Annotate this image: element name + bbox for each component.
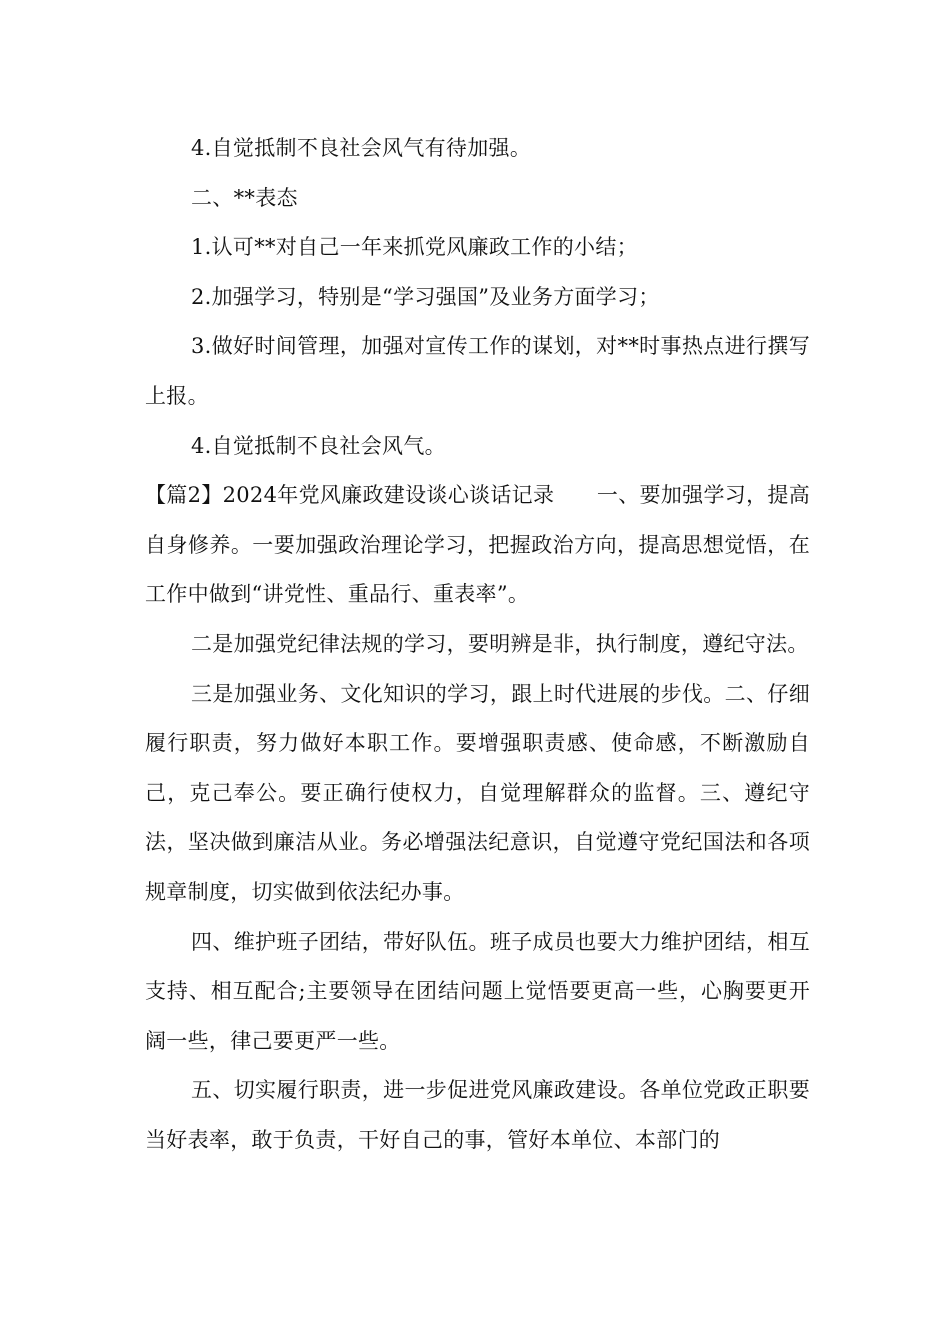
section-heading-statement: 二、**表态	[191, 185, 298, 210]
paragraph-business-study: 三是加强业务、文化知识的学习，跟上时代进展的步伐。二、仔细履行职责，努力做好本职工作。要增强职责感、使命感，不断激励自己，克己奉公。要正确行使权力，自觉理解群众的监督。三、遵纪守法，坚决做到廉洁从业。务必增强法纪意识，自觉遵守党纪国法和各项规章制度，切实做到依法纪办事。	[145, 681, 810, 904]
paragraph-item-4-unfinished: 4.自觉抵制不良社会风气有待加强。	[191, 136, 532, 160]
statement-item-2: 2.加强学习，特别是“学习强国”及业务方面学习；	[191, 284, 660, 309]
statement-item-1: 1.认可**对自己一年来抓党风廉政工作的小结；	[191, 235, 638, 260]
statement-item-3: 3.做好时间管理，加强对宣传工作的谋划，对**时事热点进行撰写上报。	[145, 334, 810, 408]
statement-item-4: 4.自觉抵制不良社会风气。	[191, 433, 446, 458]
document-body	[145, 124, 810, 1165]
paragraph-fulfill-duties: 五、切实履行职责，进一步促进党风廉政建设。各单位党政正职要当好表率，敢于负责，干好自己的事，管好本单位、本部门的	[145, 1078, 810, 1152]
article-2-heading-paragraph: 【篇2】2024年党风廉政建设谈心谈话记录 一、要加强学习，提高自身修养。一要加强政治理论学习，把握政治方向，提高思想觉悟，在工作中做到“讲党性、重品行、重表率”。	[145, 483, 810, 607]
paragraph-discipline-study: 二是加强党纪律法规的学习，要明辨是非，执行制度，遵纪守法。	[191, 631, 809, 656]
paragraph-team-unity: 四、维护班子团结，带好队伍。班子成员也要大力维护团结，相互支持、相互配合;主要领导在团结问题上觉悟要更高一些，心胸要更开阔一些，律己要更严一些。	[145, 929, 810, 1053]
